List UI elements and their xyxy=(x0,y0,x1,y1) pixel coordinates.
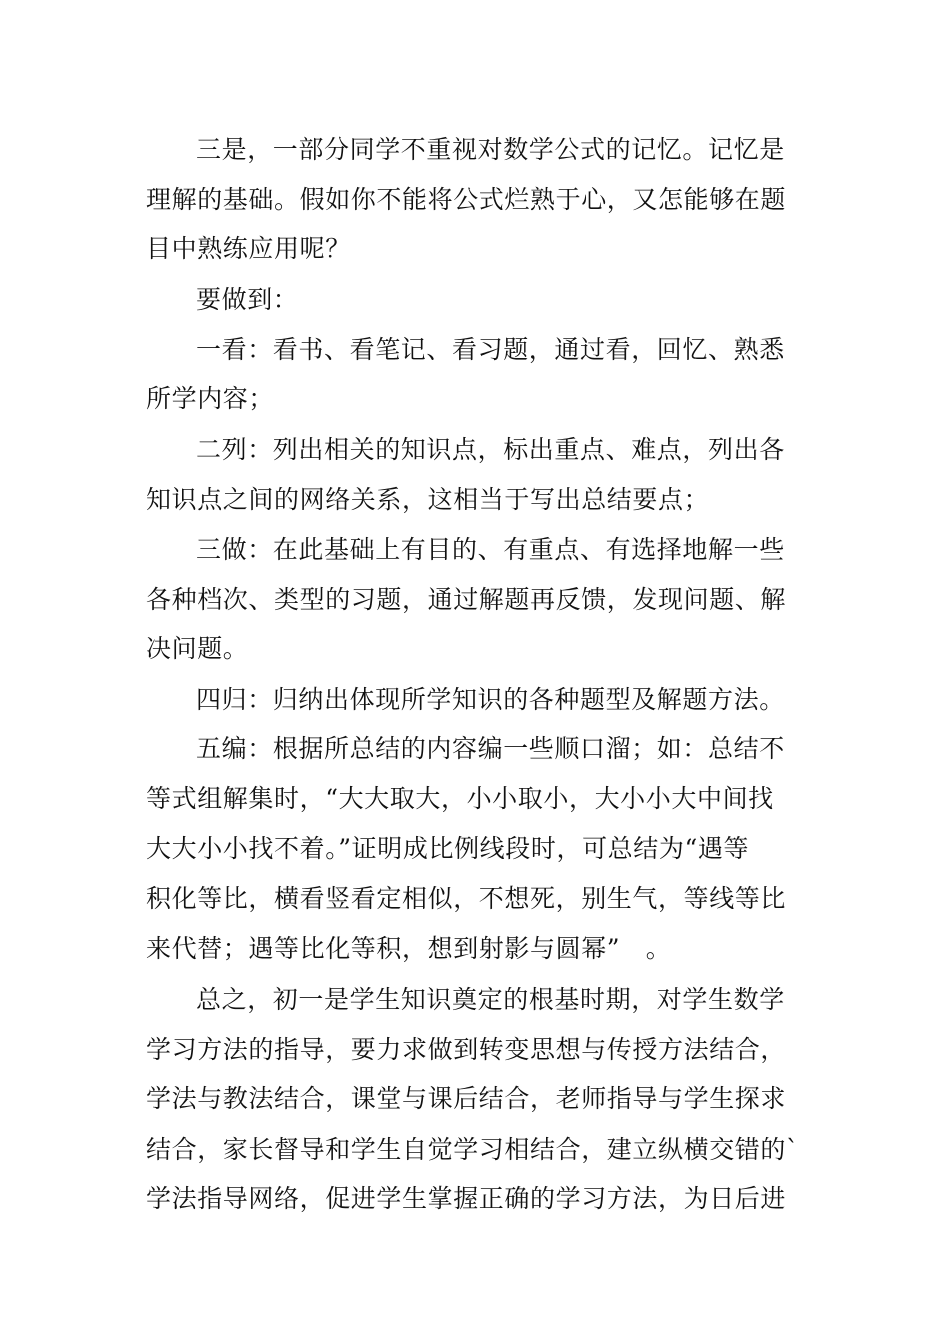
text-line: 总之，初一是学生知识奠定的根基时期，对学生数学 xyxy=(196,985,785,1014)
text-line: 三做：在此基础上有目的、有重点、有选择地解一些 xyxy=(196,535,785,564)
text-line: 来代替；遇等比化等积，想到射影与圆幂” 。 xyxy=(146,934,672,963)
text-line: 三是，一部分同学不重视对数学公式的记忆。记忆是 xyxy=(196,135,785,164)
text-line: 决问题。 xyxy=(146,634,249,663)
text-line: 要做到： xyxy=(196,285,299,314)
text-line: 理解的基础。假如你不能将公式烂熟于心，又怎能够在题 xyxy=(146,185,787,214)
text-line: 学法指导网络，促进学生掌握正确的学习方法，为日后进 xyxy=(146,1184,787,1213)
text-line: 一看：看书、看笔记、看习题，通过看，回忆、熟悉 xyxy=(196,335,785,364)
text-line: 学法与教法结合，课堂与课后结合，老师指导与学生探求 xyxy=(146,1084,787,1113)
text-line: 等式组解集时，“大大取大，小小取小，大小小大中间找 xyxy=(146,784,774,813)
text-line: 所学内容； xyxy=(146,384,275,413)
text-line: 目中熟练应用呢？ xyxy=(146,234,351,263)
text-line: 学习方法的指导，要力求做到转变思想与传授方法结合， xyxy=(146,1035,787,1064)
text-line: 积化等比，横看竖看定相似，不想死，别生气，等线等比 xyxy=(146,884,787,913)
text-line: 五编：根据所总结的内容编一些顺口溜；如：总结不 xyxy=(196,734,785,763)
text-line: 四归：归纳出体现所学知识的各种题型及解题方法。 xyxy=(196,685,785,714)
text-line: 结合，家长督导和学生自觉学习相结合，建立纵横交错的` xyxy=(146,1135,800,1164)
text-line: 二列：列出相关的知识点，标出重点、难点，列出各 xyxy=(196,435,785,464)
text-line: 知识点之间的网络关系，这相当于写出总结要点； xyxy=(146,485,710,514)
text-line: 大大小小找不着。”证明成比例线段时，可总结为“遇等 xyxy=(146,834,750,863)
text-line: 各种档次、类型的习题，通过解题再反馈，发现问题、解 xyxy=(146,585,787,614)
